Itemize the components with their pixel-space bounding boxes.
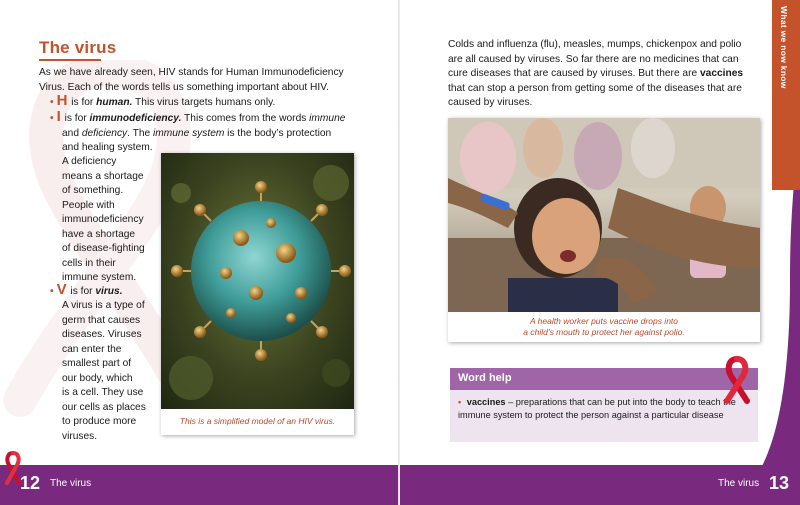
right-page [400,0,800,505]
letter-h: H [56,92,68,109]
title-underline [39,59,101,61]
line: our body, which [62,372,133,384]
term-vaccines: vaccines [700,68,744,79]
virus-explanation [62,299,162,444]
text: and healing system. [62,142,153,153]
word-help-title: Word help [458,372,512,384]
text: This virus targets humans only. [132,97,276,108]
line: means a shortage [62,170,144,182]
bullet-dot-icon: • [50,286,54,297]
letter-v: V [56,281,67,298]
bullet-dot-icon: • [50,113,54,124]
text: and [62,127,82,139]
word-help-definition [458,396,748,422]
vaccination-photo [448,118,760,312]
bullet-h [50,94,350,111]
word-help-term: vaccines [466,397,506,407]
line: of disease-fighting [62,243,145,254]
text: This comes from the words [181,113,310,124]
text: . The [127,127,154,139]
line: germ that causes [62,314,141,326]
page-number: 12 [20,473,41,493]
section-side-tab-label: What we now know [779,6,789,89]
vaccination-figure [448,118,760,342]
line: cells in their [62,257,116,269]
line: immune system. [62,272,137,283]
word-immunodeficiency: immunodeficiency. [89,113,182,124]
caption-line: a child’s mouth to protect her against polio. [523,327,685,337]
text: is for [67,286,96,297]
text: Colds and influenza (flu), measles, mumps, chickenpox and polio are all caused by viruses. So far there are no medicines that can cure diseases that are caused by viruses. But there are [448,39,742,79]
line: to produce more [62,416,137,427]
word-help-header [450,368,758,390]
left-footer [0,465,400,505]
word-help-text: – preparations that can be put into the body to teach the immune system to protect the person against a particular disease [458,397,736,420]
line: diseases. Viruses [62,329,142,340]
bullet-i [50,110,360,156]
letter-i: I [56,108,61,125]
line: People with [62,199,115,211]
bullet-v [50,283,170,300]
word-human: human. [96,97,133,108]
line: can enter the [62,343,122,355]
line: have a shortage [62,228,136,240]
footer-label: The virus [50,478,92,489]
line: immunodeficiency [62,214,144,225]
caption-line: A health worker puts vaccine drops into [529,316,679,326]
word-immune-system: immune system [153,127,225,139]
photo-caption [448,316,760,338]
line: of something. [62,185,124,196]
page-title: The virus [39,38,117,57]
bullet-dot-icon: • [50,97,54,108]
virus-image-caption: This is a simplified model of an HIV virus. [179,416,336,426]
page-number: 13 [769,473,790,493]
word-immune: immune [309,113,346,124]
red-ribbon-icon [722,356,752,404]
deficiency-explanation [62,155,162,286]
text: is for [61,113,90,124]
intro-paragraph: As we have already seen, HIV stands for Human Immunodeficiency Virus. Each of the words tells us something important about HIV. [39,67,344,93]
right-footer [400,465,800,505]
line: smallest part of [62,358,132,369]
hiv-virus-figure [161,153,354,435]
text: that can stop a person from getting some of the diseases that are caused by viruses. [448,82,742,108]
line: viruses. [62,430,98,442]
bullet-dot-icon: • [458,397,462,407]
word-virus: virus. [95,286,123,297]
text: is for [68,97,97,108]
text: is the body’s protection [224,127,332,139]
viruses-paragraph [448,38,758,111]
line: our cells as places [62,401,146,413]
hiv-virus-image [161,153,354,409]
line: is a cell. They use [62,387,144,398]
word-help-box [450,368,758,442]
line: A deficiency [62,156,117,167]
line: A virus is a type of [62,300,145,311]
word-deficiency: deficiency [81,127,128,139]
footer-label: The virus [718,478,760,489]
